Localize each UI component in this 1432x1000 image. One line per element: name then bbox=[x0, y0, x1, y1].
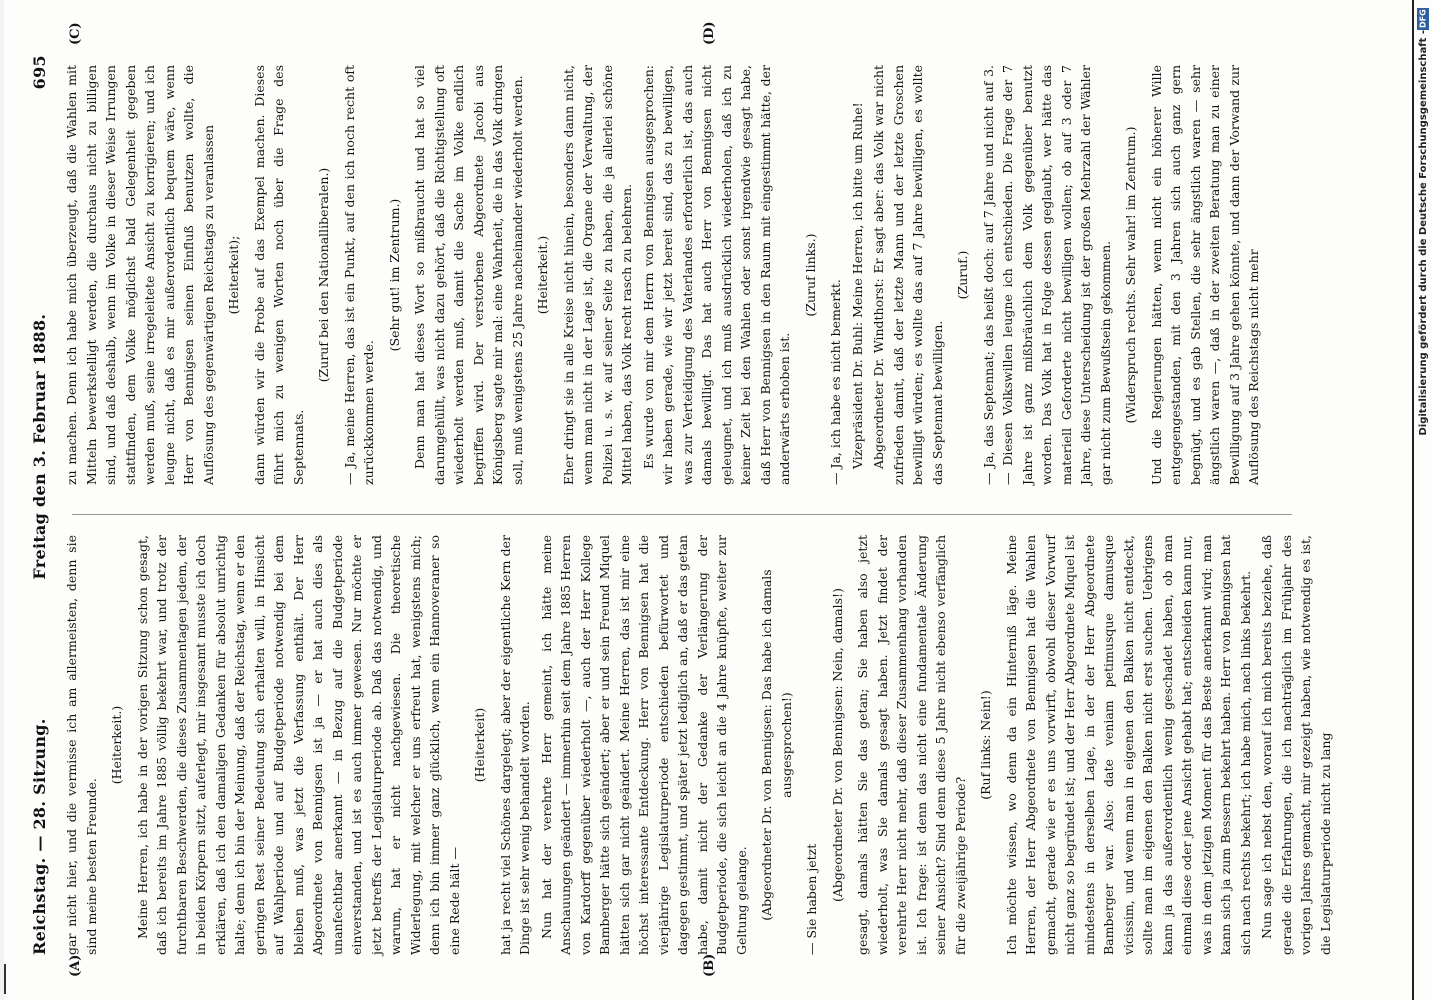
text-column-left bbox=[62, 535, 1333, 955]
text-column-right bbox=[62, 65, 1312, 485]
stage-direction: (Heiterkeit.) bbox=[535, 235, 550, 315]
stage-direction: (Abgeordneter Dr. von Bennigsen: Das habe ich damals ausgesprochen!) bbox=[759, 569, 794, 921]
stage-direction: (Sehr gut! im Zentrum.) bbox=[386, 198, 402, 352]
paragraph: Nun sage ich nebst den, worauf ich mich bereits beziehe, daß gerade die Erfahrungen, die ich nachträglich im Frühjahr des vorigen Jahres gemacht, mir gezeigt haben, wie notwendig es ist, die Legislaturperiode nicht zu lang bbox=[1259, 535, 1333, 955]
column-divider bbox=[72, 514, 1292, 515]
page-number: 695 bbox=[29, 55, 49, 90]
stage-direction: (Widerspruch rechts. Sehr wahr! im Zentrum.) bbox=[1123, 126, 1138, 424]
paragraph: Denn man hat dieses Wort so mißbraucht und hat so viel darumgehüllt, was nicht dazu gehört, daß die Richtigstellung oft wiederholt werden muß, damit die Sache im Volke endlich begriffen wird. Der verstorbene Abgeordnete Jacobi aus Königsberg sagte mir mal: eine Wahrheit, die in das Volk dringen soll, muß wenigstens 25 Jahre nacheinander wiederholt werden. bbox=[412, 65, 525, 485]
stage-direction: (Abgeordneter Dr. von Bennigsen: Nein, damals!) bbox=[829, 588, 845, 902]
digitization-credit bbox=[1416, 30, 1430, 930]
dfg-logo: DFG bbox=[1418, 9, 1428, 29]
paragraph: — Ja, ich habe es nicht bemerkt. bbox=[828, 279, 843, 485]
stage-direction: (Ruf links: Nein!) bbox=[978, 690, 993, 800]
paragraph: — Ja, das Septennat; das heißt doch: auf 7 Jahre und nicht auf 3. — Diesen Volkswillen leugne ich entschieden. Die Frage der 7 Jahre ist ganz mißbräuchlich dem Volk gegenüber benutzt worden. Das Volk hat in Folge dessen geglaubt, wer hätte das materiell Geforderte nicht bewilligen wollen; ob auf 3 oder 7 Jahre, diese Unterscheidung ist der großen Mehrzahl der Wähler gar nicht zum Bewußtsein gekommen. bbox=[980, 65, 1113, 485]
paragraph: dann würden wir die Probe auf das Exempel machen. Dieses führt mich zu wenigen Worten noch über die Frage des Septennats. bbox=[251, 65, 306, 485]
paragraph: zu machen. Denn ich habe mich überzeugt, daß die Wahlen mit Mitteln bewerkstelligt werden, die durchaus nicht zu billigen sind, und daß deshalb, wenn im Volke in dieser Weise Irrungen stattfinden, dem Volke möglichst bald Gelegenheit gegeben werden muß, seine irregeleitete Ansicht zu korrigieren; und ich leugne nicht, daß es mir außerordentlich bequem wäre, wenn Herr von Bennigsen seinen Einfluß benutzen wollte, die Auflösung des gegenwärtigen Reichstags zu veranlassen bbox=[64, 65, 216, 485]
paragraph: Ich möchte wissen, wo denn da ein Hinterniß läge. Meine Herren, der Herr Abgeordnete von Bennigsen hat die Wahlen gemacht, gerade wie er es uns vorwirft, obwohl dieser Vorwurf nicht ganz so begründet ist; und der Herr Abgeordnete Miquel ist mindestens in derselben Lage, in der der Herr Abgeordnete Bamberger war. Also: date veniam petimusque damusque vicissim, und wenn man in eigenen den Balken nicht entdeckt, sollte man im eigenen den Balken nicht erst suchen. Uebrigens kann ja das außerordentlich wenig geschadet haben, ob man einmal diese oder jene Ansicht gehabt hat; entscheiden kann nur, was in dem jetzigen Moment für das Beste anerkannt wird; man kann sich ja zum Bessern bekehrt haben. Herr von Bennigsen hat sich nach rechts bekehrt; ich habe mich, nach links bekehrt. bbox=[1003, 535, 1253, 955]
stage-direction: (Heiterkeit) bbox=[472, 707, 487, 783]
paragraph: gar nicht hier, und die vermisse ich am allermeisten, denn sie sind meine besten Freunde. bbox=[64, 535, 99, 955]
paragraph: Es wurde von mir dem Herrn von Bennigsen ausgesprochen: wir haben gerade, wie wir jetzt bereit sind, das zu bewilligen, was zur Verteidigung des Vaterlandes erforderlich ist, das auch damals bewilligt. Das hat auch Herr von Bennigsen nicht geleugnet, und ich muß ausdrücklich wiederholen, daß ich zu keiner Zeit bei den Wahlen oder sonst irgendwie gesagt habe, daß Herr von Bennigsen in den Raum mit eingestimmt hätte, der anderwärts erhoben ist. bbox=[640, 65, 792, 485]
paragraph: Abgeordneter Dr. Windthorst: Er sagt aber: das Volk war nicht zufrieden damit, daß der letzte Mann und der letzte Groschen bewilligt würden; es wollte das auf 7 Jahre bewilligen, es wollte das Septennat bewilligen. bbox=[871, 65, 945, 485]
paragraph: Vizepräsident Dr. Buhl: Meine Herren, ich bitte um Ruhe! bbox=[849, 102, 865, 469]
paragraph: Und die Regierungen hätten, wenn nicht ein höherer Wille entgegengestanden, mit den 3 Jahren sich auch ganz gern begnügt, und es gab Stellen, die sehr ängstlich waren — sehr ängstlich waren —, daß in der zweiten Beratung man zu einer Bewilligung auf 3 Jahre gehen könnte, und dann der Vorwand zur Auflösung des Reichstags nicht mehr bbox=[1148, 65, 1261, 485]
paragraph: — Ja, meine Herren, das ist ein Punkt, auf den ich noch recht oft zurückkommen werde. bbox=[341, 65, 376, 485]
stage-direction: (Zuruf links.) bbox=[802, 233, 818, 317]
stage-direction: (Zuruf.) bbox=[955, 250, 970, 300]
paragraph: Nun hat der verehrte Herr gemeint, ich hätte meine Anschauungen geändert — immerhin seit dem Jahre 1885 Herren von Kardorff gegenüber wiederholt —, auch der Herr Kollege Bamberger hätte sich geändert; aber er und sein Freund Miquel hätten sich gar nicht geändert. Meine Herren, das ist mir eine höchst interessante Entdeckung. Herr von Bennigsen hat die vierjährige Legislaturperiode entschieden befürwortet und dagegen gestimmt, und später jetzt lediglich an, daß er das getan habe, damit nicht der Gedanke der Verlängerung der Budgetperiode, die sich leicht an die 4 Jahre knüpfte, weiter zur Geltung gelange. bbox=[538, 535, 749, 955]
corner-mark bbox=[4, 964, 6, 994]
paragraph: hat ja recht viel Schönes dargelegt; aber der eigentliche Kern der Dinge ist sehr wenig behandelt worden. bbox=[497, 535, 532, 955]
paragraph: gesagt, damals hätten Sie das getan; Sie haben also jetzt wiederholt, was Sie damals gesagt haben. Jetzt findet der verehrte Herr nicht mehr, daß dieser Zusammenhang vorhanden ist. Ich frage: ist denn das nicht eine fundamentale Änderung seiner Ansicht? Sind denn diese 5 Jahre nicht ebenso verfänglich für die zweijährige Periode? bbox=[855, 535, 968, 955]
stage-direction: (Heiterkeit.) bbox=[109, 705, 124, 785]
header-left: Reichstag. — 28. Sitzung. bbox=[29, 718, 49, 955]
margin-mark-c: (C) bbox=[68, 22, 83, 45]
credit-text: Digitalisierung gefördert durch die Deutsche Forschungsgemeinschaft - bbox=[1417, 30, 1429, 436]
paragraph: Eher dringt sie in alle Kreise nicht hinein, besonders dann nicht, wenn man nicht in der Lage ist, die Organe der Verwaltung, der Polizei u. s. w. auf seiner Seite zu haben, die ja allerlei schöne Mittel haben, das Volk recht rasch zu belehren. bbox=[560, 65, 634, 485]
margin-mark-a: (A) bbox=[68, 954, 83, 977]
scan-edge-line bbox=[1412, 0, 1414, 1000]
margin-mark-b: (B) bbox=[702, 953, 717, 977]
margin-mark-d: (D) bbox=[702, 21, 717, 45]
paragraph: — Sie haben jetzt bbox=[804, 843, 819, 955]
stage-direction: (Heiterkeit); bbox=[226, 235, 241, 315]
page-header bbox=[24, 55, 54, 955]
header-date: Freitag den 3. Februar 1888. bbox=[29, 313, 49, 580]
paragraph: Meine Herren, ich habe in der vorigen Sitzung schon gesagt, daß ich bereits im Jahre 1885 völlig bekehrt war, und trotz der furchtbaren Beschwerden, die dieses Zusammentagen jedem, der in beiden Körpern sitzt, auferlegt, mir insgesamt musste ich doch erklären, daß ich den damaligen Gedanken für absolut unrichtig halte; denn ich bin der Meinung, daß der Reichstag, wenn er den geringen Rest seiner Bedeutung sich erhalten will, in Hinsicht auf Wahlperiode und auf Budgetperiode notwendig bei dem bleiben muß, was jetzt die Verfassung enthält. Der Herr Abgeordnete von Bennigsen ist ja — er hat auch dies als unanfechtbar anerkannt — in Bezug auf die Budgetperiode einverstanden, und ist es auch immer gewesen. Nur möchte er jetzt betreffs der Legislaturperiode ab. Daß das notwendig, und warum, hat er nicht nachgewiesen. Die theoretische Widerlegung, mit welcher er uns erfreut hat, wenigstens mich; denn ich bin immer ganz glücklich, wenn ein Hannoveraner so eine Rede hält — bbox=[134, 535, 462, 955]
rotated-page-content bbox=[2, 21, 1333, 985]
stage-direction: (Zuruf bei den Nationalliberalen.) bbox=[316, 167, 331, 383]
